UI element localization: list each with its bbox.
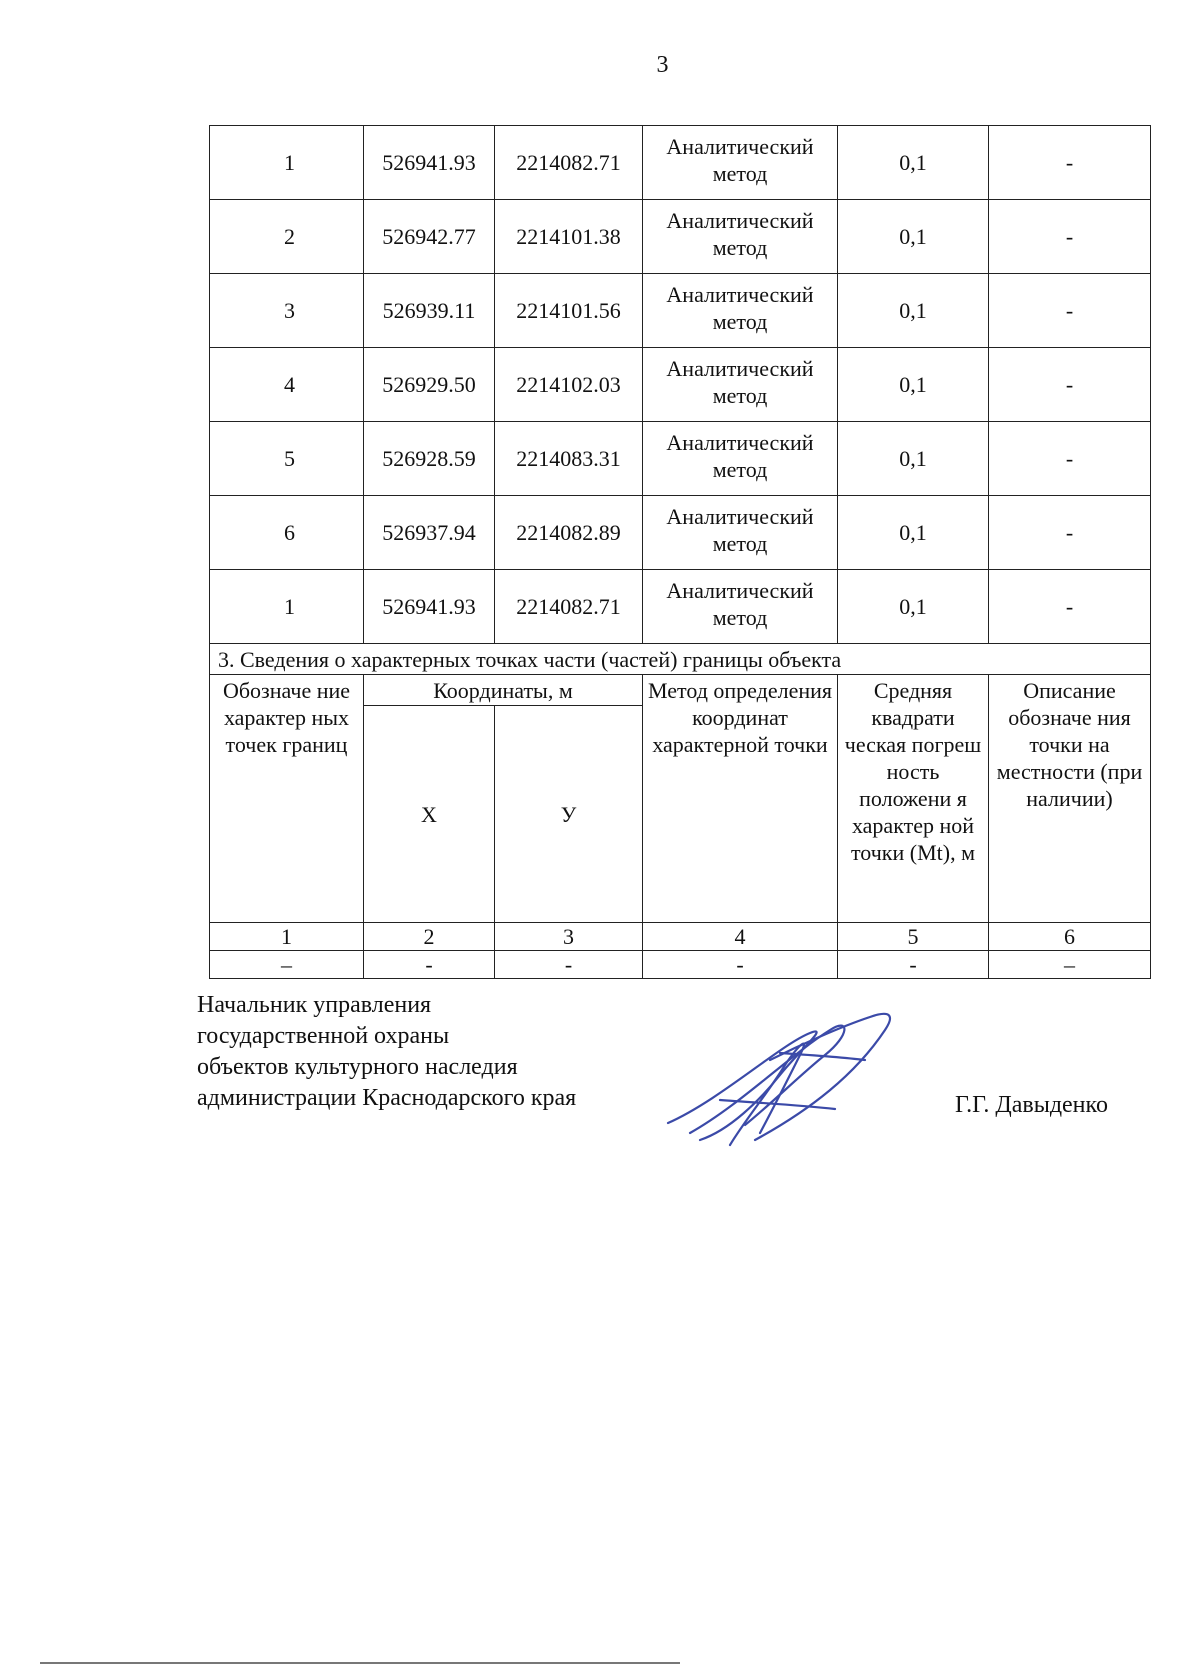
cell-x: 526941.93 [364,126,495,200]
cell-description: - [989,496,1151,570]
cell-y: 2214082.71 [495,570,643,644]
cell-y: 2214082.89 [495,496,643,570]
empty-cell: - [643,951,838,979]
empty-data-row [210,951,1151,979]
cell-point: 4 [210,348,364,422]
cell-description: - [989,200,1151,274]
page-number: 3 [656,52,669,78]
cell-y: 2214101.38 [495,200,643,274]
header-designation: Обозначе ние характер ных точек границ [210,675,364,923]
header-x: Х [364,706,495,923]
cell-accuracy: 0,1 [838,422,989,496]
table-row [210,348,1151,422]
position-line: государственной охраны [197,1023,450,1049]
table-row [210,274,1151,348]
cell-accuracy: 0,1 [838,200,989,274]
empty-cell: - [495,951,643,979]
position-line: объектов культурного наследия [197,1054,518,1080]
column-number: 3 [495,923,643,951]
empty-cell: – [989,951,1151,979]
column-number: 6 [989,923,1151,951]
position-line: Начальник управления [197,992,432,1018]
signatory-name: Г.Г. Давыденко [955,1092,1108,1118]
table-row [210,570,1151,644]
cell-description: - [989,274,1151,348]
cell-point: 1 [210,126,364,200]
header-row-top [210,675,1151,706]
cell-accuracy: 0,1 [838,126,989,200]
cell-point: 1 [210,570,364,644]
cell-method: Аналитический метод [643,348,838,422]
section-3-title: 3. Сведения о характерных точках части (частей) границы объекта [210,644,1151,675]
empty-cell: - [838,951,989,979]
table-row [210,126,1151,200]
column-number: 4 [643,923,838,951]
cell-accuracy: 0,1 [838,274,989,348]
cell-accuracy: 0,1 [838,570,989,644]
empty-cell: - [364,951,495,979]
cell-x: 526941.93 [364,570,495,644]
cell-y: 2214082.71 [495,126,643,200]
cell-x: 526937.94 [364,496,495,570]
table-row [210,200,1151,274]
cell-description: - [989,422,1151,496]
cell-accuracy: 0,1 [838,496,989,570]
cell-method: Аналитический метод [643,422,838,496]
column-number-row [210,923,1151,951]
table-row [210,496,1151,570]
cell-method: Аналитический метод [643,126,838,200]
cell-x: 526942.77 [364,200,495,274]
position-line: администрации Краснодарского края [197,1085,577,1111]
header-accuracy: Средняя квадрати ческая погреш ность положени я характер ной точки (Mt), м [838,675,989,923]
cell-description: - [989,348,1151,422]
header-method: Метод определения координат характерной точки [643,675,838,923]
cell-point: 5 [210,422,364,496]
cell-accuracy: 0,1 [838,348,989,422]
cell-point: 3 [210,274,364,348]
footer-rule [40,1662,680,1664]
cell-x: 526939.11 [364,274,495,348]
empty-cell: – [210,951,364,979]
cell-y: 2214102.03 [495,348,643,422]
data-rows-body [210,126,1151,644]
cell-description: - [989,126,1151,200]
cell-point: 6 [210,496,364,570]
cell-x: 526929.50 [364,348,495,422]
cell-y: 2214083.31 [495,422,643,496]
header-y: У [495,706,643,923]
cell-method: Аналитический метод [643,496,838,570]
signatory-position [197,990,576,1114]
cell-point: 2 [210,200,364,274]
header-coordinates: Координаты, м [364,675,643,706]
section-3-title-row [210,644,1151,675]
cell-description: - [989,570,1151,644]
column-number: 1 [210,923,364,951]
cell-x: 526928.59 [364,422,495,496]
table-row [210,422,1151,496]
header-description: Описание обозначе ния точки на местности (при наличии) [989,675,1151,923]
cell-method: Аналитический метод [643,570,838,644]
boundary-points-table [209,125,1151,979]
column-number: 2 [364,923,495,951]
cell-y: 2214101.56 [495,274,643,348]
handwritten-signature [660,1005,905,1150]
cell-method: Аналитический метод [643,274,838,348]
column-number: 5 [838,923,989,951]
cell-method: Аналитический метод [643,200,838,274]
